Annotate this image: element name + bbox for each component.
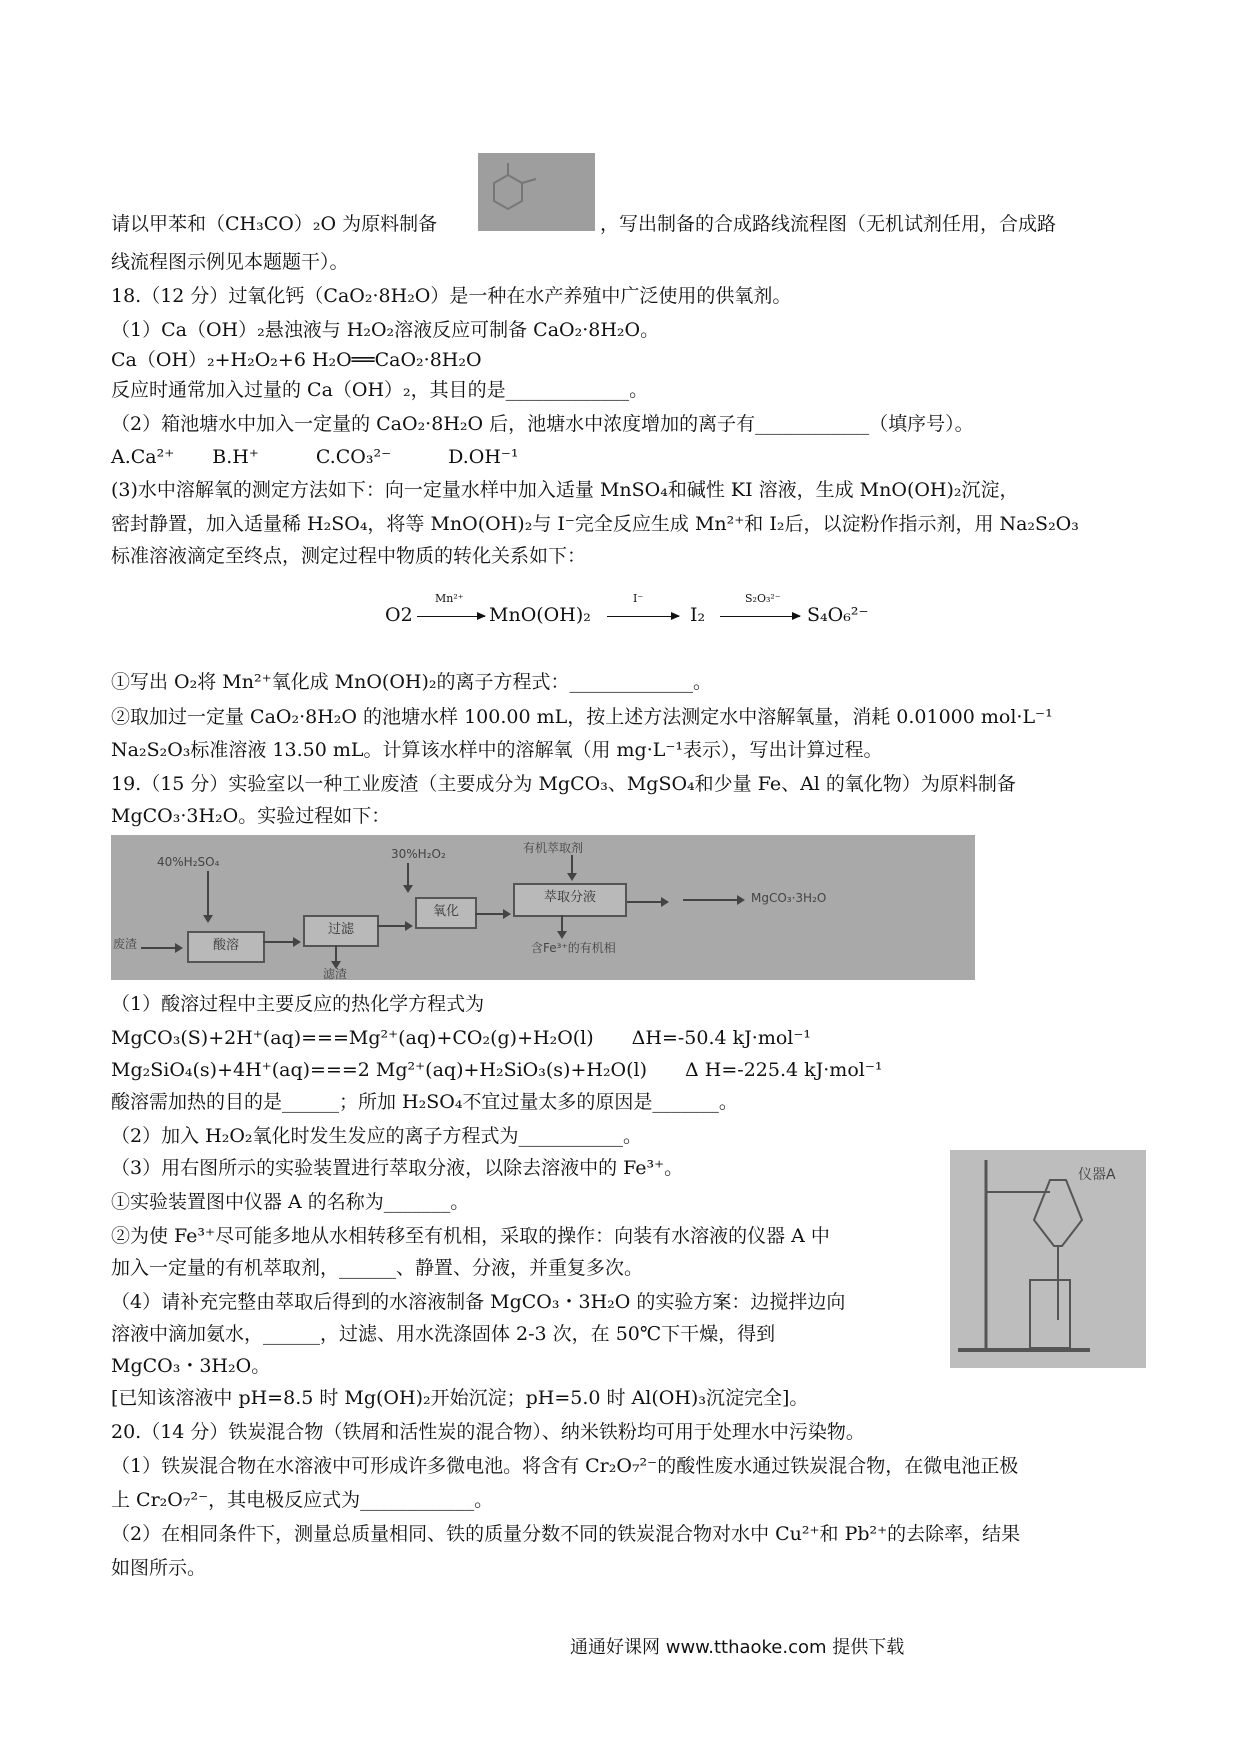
q19-part4-line2: 溶液中滴加氨水，______，过滤、用水洗涤固体 2-3 次，在 50℃下干燥，得到 [111,1323,776,1345]
q19-part1-question: 酸溶需加热的目的是______；所加 H₂SO₄不宜过量太多的原因是_______。 [111,1091,738,1113]
flow-arrow-organic [561,915,563,937]
q20-part1-line1: （1）铁炭混合物在水溶液中可形成许多微电池。将含有 Cr₂O₇²⁻的酸性废水通过铁炭混合物，在微电池正极 [111,1455,1019,1477]
q19-title-line2: MgCO₃·3H₂O。实验过程如下： [111,805,391,827]
intro-line-2: 线流程图示例见本题题干）。 [111,251,349,273]
flow-box-acid-dissolve: 酸溶 [187,931,265,963]
q20-part2-line1: （2）在相同条件下，测量总质量相同、铁的质量分数不同的铁炭混合物对水中 Cu²⁺和 Pb²⁺的去除率，结果 [111,1523,1021,1545]
q18-part1-question: 反应时通常加入过量的 Ca（OH）₂，其目的是_____________。 [111,379,649,401]
q20-title: 20.（14 分）铁炭混合物（铁屑和活性炭的混合物）、纳米铁粉均可用于处理水中污染物。 [111,1421,865,1443]
q19-equation-2: Mg₂SiO₄(s)+4H⁺(aq)===2 Mg²⁺(aq)+H₂SiO₃(s)+H₂O(l) Δ H=-225.4 kJ·mol⁻¹ [111,1059,883,1081]
scheme-arrow-2 [607,616,679,617]
conversion-scheme [385,592,905,632]
q19-part3-sub2-line1: ②为使 Fe³⁺尽可能多地从水相转移至有机相，采取的操作：向装有水溶液的仪器 A 中 [111,1225,830,1247]
scheme-o2: O2 [385,604,413,626]
scheme-label-s2o3: S₂O₃²⁻ [745,592,781,605]
q19-title: 19.（15 分）实验室以一种工业废渣（主要成分为 MgCO₃、MgSO₄和少量 Fe、Al 的氧化物）为原料制备 [111,773,1016,795]
flow-arrow-6 [683,899,743,901]
scheme-s4o6: S₄O₆²⁻ [807,604,869,626]
flow-arrow-down-1 [207,871,209,921]
process-flow-image [111,835,975,980]
q20-part1-line2: 上 Cr₂O₇²⁻，其电极反应式为____________。 [111,1489,494,1511]
page-footer: 通通好课网 www.tthaoke.com 提供下载 [570,1637,905,1658]
separatory-funnel-sketch [950,1150,1146,1368]
flow-product: MgCO₃·3H₂O [751,891,827,905]
scheme-mnooh: MnO(OH)₂ [489,604,591,626]
q18-part3-line3: 标准溶液滴定至终点，测定过程中物质的转化关系如下： [111,545,587,567]
q19-note: [已知该溶液中 pH=8.5 时 Mg(OH)₂开始沉淀；pH=5.0 时 Al(OH)₃沉淀完全]。 [111,1387,809,1409]
q19-part3: （3）用右图所示的实验装置进行萃取分液，以除去溶液中的 Fe³⁺。 [111,1157,684,1179]
flow-arrow-5 [627,901,667,903]
scheme-arrow-3 [720,616,800,617]
q18-part2: （2）箱池塘水中加入一定量的 CaO₂·8H₂O 后，池塘水中浓度增加的离子有____________（填序号）。 [111,413,974,435]
q20-part2-line2: 如图所示。 [111,1557,207,1579]
scheme-i2: I₂ [690,604,706,626]
q18-sub1: ①写出 O₂将 Mn²⁺氧化成 MnO(OH)₂的离子方程式：_____________。 [111,671,713,693]
q19-part3-sub1: ①实验装置图中仪器 A 的名称为_______。 [111,1191,470,1213]
scheme-label-i: I⁻ [633,592,644,605]
structure-formula-image [478,153,595,231]
q19-part4-line3: MgCO₃・3H₂O。 [111,1355,271,1377]
flow-organic-phase: 含Fe³⁺的有机相 [531,941,616,955]
flow-arrow-4 [475,913,509,915]
flow-reagent-h2o2: 30%H₂O₂ [391,847,446,861]
scheme-arrow-1 [417,616,485,617]
q18-equation: Ca（OH）₂+H₂O₂+6 H₂O══CaO₂·8H₂O [111,349,482,371]
q18-sub2-line2: Na₂S₂O₃标准溶液 13.50 mL。计算该水样中的溶解氧（用 mg·L⁻¹表示），写出计算过程。 [111,739,883,761]
intro-line-1b: ，写出制备的合成路线流程图（无机试剂任用，合成路 [600,213,1057,235]
q18-part1: （1）Ca（OH）₂悬浊液与 H₂O₂溶液反应可制备 CaO₂·8H₂O。 [111,319,660,341]
flow-arrow-down-3 [571,855,573,879]
flow-arrow-2 [263,941,299,943]
flow-start: 废渣 [113,937,138,951]
q18-part3-line1: (3)水中溶解氧的测定方法如下：向一定量水样中加入适量 MnSO₄和碱性 KI 溶液，生成 MnO(OH)₂沉淀， [111,479,1019,501]
q19-part3-sub2-line2: 加入一定量的有机萃取剂，______、静置、分液，并重复多次。 [111,1257,644,1279]
q19-part1: （1）酸溶过程中主要反应的热化学方程式为 [111,993,485,1015]
flow-arrow-down-2 [407,863,409,891]
q18-sub2-line1: ②取加过一定量 CaO₂·8H₂O 的池塘水样 100.00 mL，按上述方法测定水中溶解氧量，消耗 0.01000 mol·L⁻¹ [111,706,1053,728]
intro-line-1a: 请以甲苯和（CH₃CO）₂O 为原料制备 [111,213,438,235]
flow-box-filter: 过滤 [303,915,379,947]
apparatus-label: 仪器A [1078,1167,1116,1183]
q19-part2: （2）加入 H₂O₂氧化时发生发应的离子方程式为___________。 [111,1125,643,1147]
flow-reagent-h2so4: 40%H₂SO₄ [157,855,220,869]
flow-arrow-1 [141,947,181,949]
q18-title: 18.（12 分）过氧化钙（CaO₂·8H₂O）是一种在水产养殖中广泛使用的供氧剂。 [111,285,792,307]
flow-box-oxidize: 氧化 [415,897,477,929]
flow-residue: 滤渣 [323,967,348,980]
flow-arrow-3 [377,925,411,927]
flow-box-extraction: 萃取分液 [513,883,627,917]
flow-arrow-residue [335,945,337,967]
benzene-ring-sketch [478,153,595,231]
apparatus-image [950,1150,1146,1368]
q19-part4-line1: （4）请补充完整由萃取后得到的水溶液制备 MgCO₃・3H₂O 的实验方案：边搅拌边向 [111,1291,846,1313]
q18-part2-options: A.Ca²⁺ B.H⁺ C.CO₃²⁻ D.OH⁻¹ [111,446,519,468]
scheme-label-mn: Mn²⁺ [435,592,464,605]
q19-equation-1: MgCO₃(S)+2H⁺(aq)===Mg²⁺(aq)+CO₂(g)+H₂O(l) ΔH=-50.4 kJ·mol⁻¹ [111,1027,811,1049]
flow-reagent-extractant: 有机萃取剂 [523,841,584,855]
q18-part3-line2: 密封静置，加入适量稀 H₂SO₄，将等 MnO(OH)₂与 I⁻完全反应生成 Mn²⁺和 I₂后，以淀粉作指示剂，用 Na₂S₂O₃ [111,513,1079,535]
